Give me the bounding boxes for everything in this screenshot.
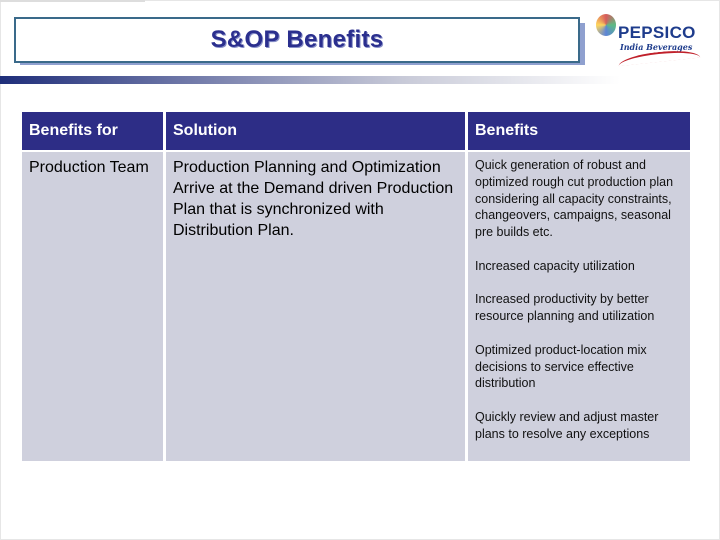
benefit-item: Optimized product-location mix decisions to service effective distribution xyxy=(475,342,647,391)
page-title: S&OP Benefits xyxy=(210,26,384,53)
header-benefits-for: Benefits for xyxy=(22,112,163,150)
header-solution: Solution xyxy=(166,112,465,150)
table-row xyxy=(22,152,690,461)
logo-sub: India Beverages xyxy=(620,42,693,52)
gradient-divider xyxy=(0,76,620,84)
pepsico-logo xyxy=(592,14,712,64)
benefit-item: Increased capacity utilization xyxy=(475,258,635,273)
solution-line: Production Planning and Optimization xyxy=(173,159,441,176)
globe-icon xyxy=(596,14,616,36)
cell-benefits-for: Production Team xyxy=(22,152,163,461)
top-line xyxy=(0,0,145,2)
benefits-table xyxy=(19,110,693,463)
cell-benefits xyxy=(468,152,690,461)
benefit-item: Increased productivity by better resource planning and utilization xyxy=(475,292,655,324)
header-benefits: Benefits xyxy=(468,112,690,150)
table-header-row xyxy=(22,112,690,150)
solution-line: Arrive at the Demand driven Production Plan that is synchronized with Distribution Plan. xyxy=(173,180,454,239)
title-box xyxy=(14,17,580,63)
logo-brand: PEPSICO xyxy=(618,23,696,42)
cell-solution xyxy=(166,152,465,461)
benefit-item: Quickly review and adjust master plans to resolve any exceptions xyxy=(475,409,659,441)
benefit-item: Quick generation of robust and optimized rough cut production plan considering all capacity constraints, changeovers, campaigns, seasonal pre builds etc. xyxy=(475,158,674,240)
